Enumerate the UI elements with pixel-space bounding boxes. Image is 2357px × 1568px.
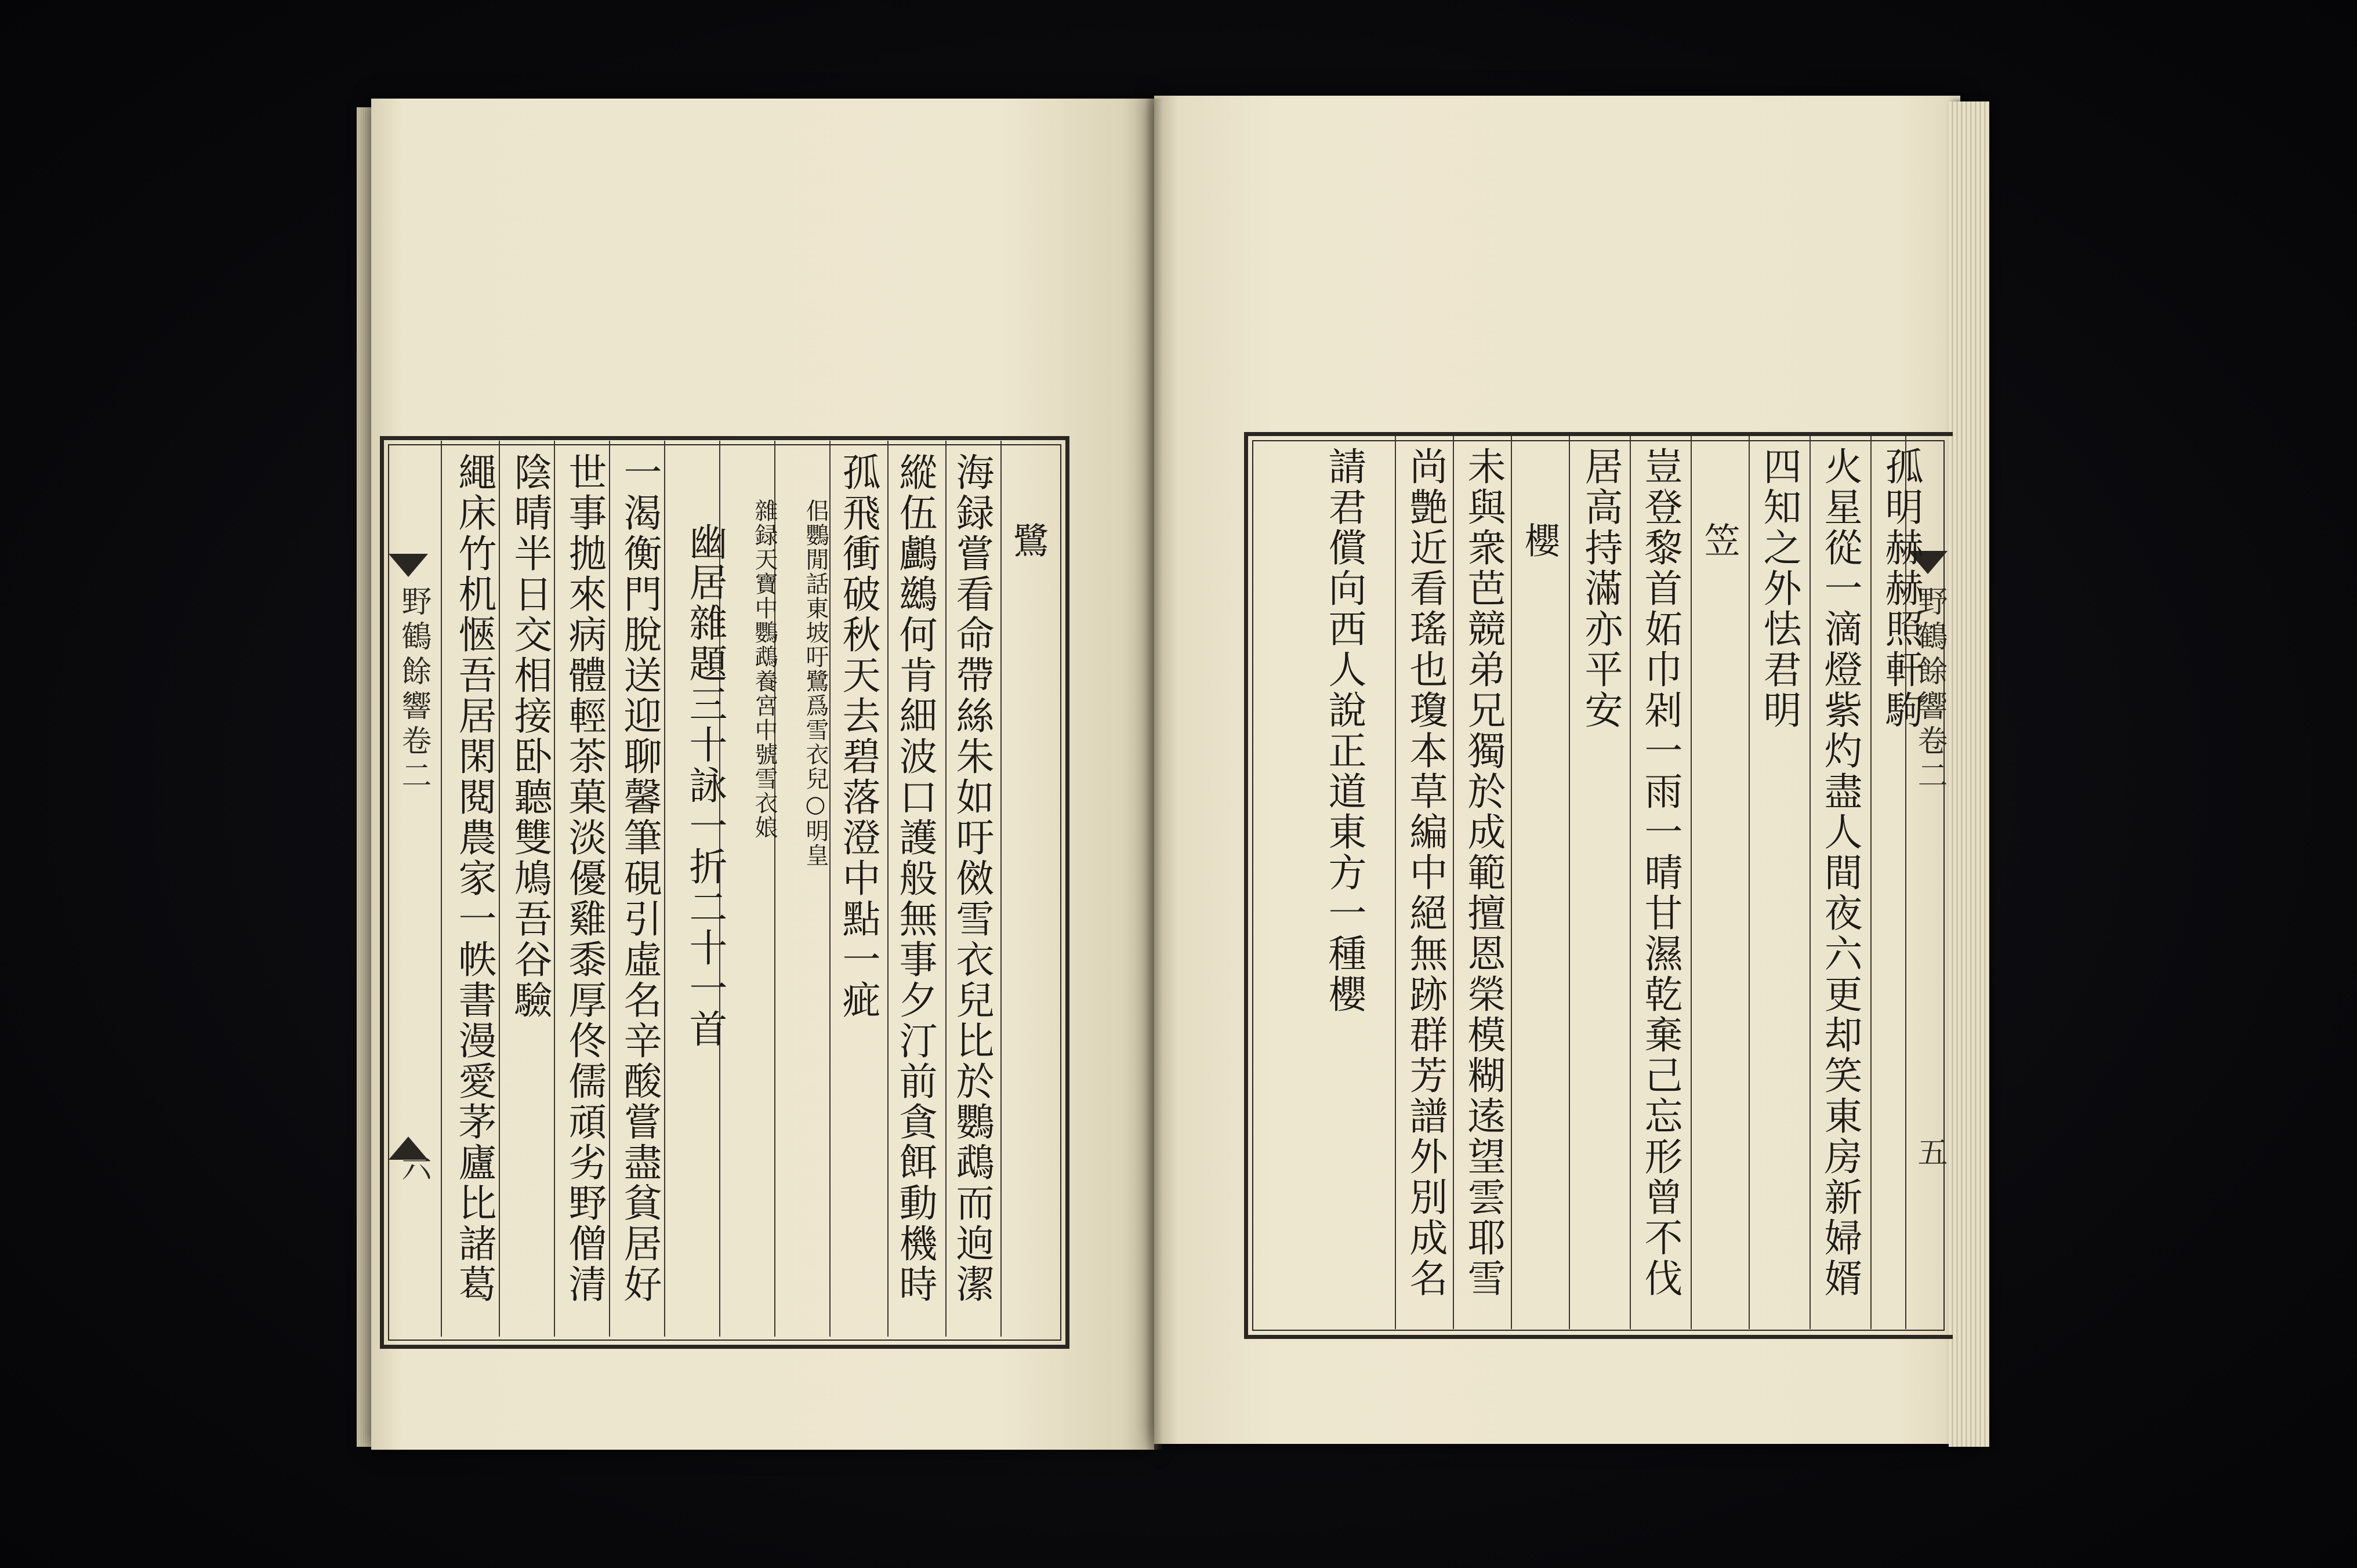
book-gutter	[1145, 99, 1163, 1450]
text-column: 孤飛衝破秋天去碧落澄中點一疵	[836, 452, 880, 1021]
text-column: 世事拋來病體輕茶菓淡優雞黍厚佟儒頑劣野僧清	[562, 452, 607, 1305]
text-column: 火星從一滴燈紫灼盡人間夜六更却笑東房新婦婿	[1818, 447, 1862, 1299]
text-column: 請君償向西人說正道東方一種櫻	[1322, 447, 1366, 1015]
col-rule	[1810, 436, 1811, 1329]
right-page-number: 五	[1912, 1137, 1947, 1171]
col-rule	[1691, 436, 1692, 1329]
heading-sagi: 鷺	[1007, 522, 1049, 561]
text-column: 縱伍鸕鷀何肯細波口護般無事夕汀前貪餌動機時	[893, 452, 937, 1305]
text-column: 豈登黎首妬巾剁一雨一晴甘濕乾棄己忘形曾不伐	[1638, 447, 1682, 1299]
col-rule	[1749, 436, 1750, 1329]
annotation-column: 雜録天寶中鸚鵡養宮中號雪衣娘	[751, 499, 778, 840]
col-rule	[1395, 436, 1396, 1329]
text-column: 四知之外怯君明	[1757, 447, 1801, 731]
text-column: 孤明赫赫照軒駒	[1879, 447, 1923, 731]
text-column: 海録嘗看命帶絲朱如吁傚雪衣兒比於鸚鵡而逈潔	[949, 452, 994, 1305]
page-edges	[1949, 101, 1989, 1447]
text-column: 陰晴半日交相接卧聽雙鳩吾谷驗	[507, 452, 552, 1021]
left-margin-rule	[441, 441, 442, 1337]
left-page-number: 六	[396, 1151, 431, 1186]
text-column: 繩床竹机愜吾居閑閱農家一帙書漫愛茅廬比諸葛	[452, 452, 496, 1305]
text-column: 居高持滿亦平安	[1578, 447, 1623, 731]
col-rule	[1511, 436, 1512, 1329]
heading-sakura: 櫻	[1518, 522, 1561, 561]
heading-kasa: 笠	[1698, 522, 1740, 561]
annotation-column: 佀鸚閒話東坡吁鷺爲雪衣兒○明皇	[802, 499, 829, 868]
text-column: 一渴衡門脫送迎聊馨筆硯引虛名辛酸嘗盡貧居好	[617, 452, 662, 1305]
col-rule	[1630, 436, 1631, 1329]
left-margin-title: 野鶴餘響卷二	[396, 586, 431, 794]
col-rule	[1000, 441, 1002, 1337]
col-rule	[1453, 436, 1454, 1329]
text-column: 幽居雜題三十詠一折二十一首	[683, 522, 727, 1050]
text-column: 尚艶近看瑤也瓊本草編中絕無跡群芳譜外別成名	[1403, 447, 1448, 1299]
text-column: 未與衆芭競弟兄獨於成範擅恩榮模糊逺望雲耶雪	[1461, 447, 1506, 1299]
col-rule	[1569, 436, 1570, 1329]
right-margin-title: 野鶴餘響卷二	[1912, 586, 1947, 794]
col-rule	[1870, 436, 1872, 1329]
left-fishtail-top	[389, 554, 428, 577]
